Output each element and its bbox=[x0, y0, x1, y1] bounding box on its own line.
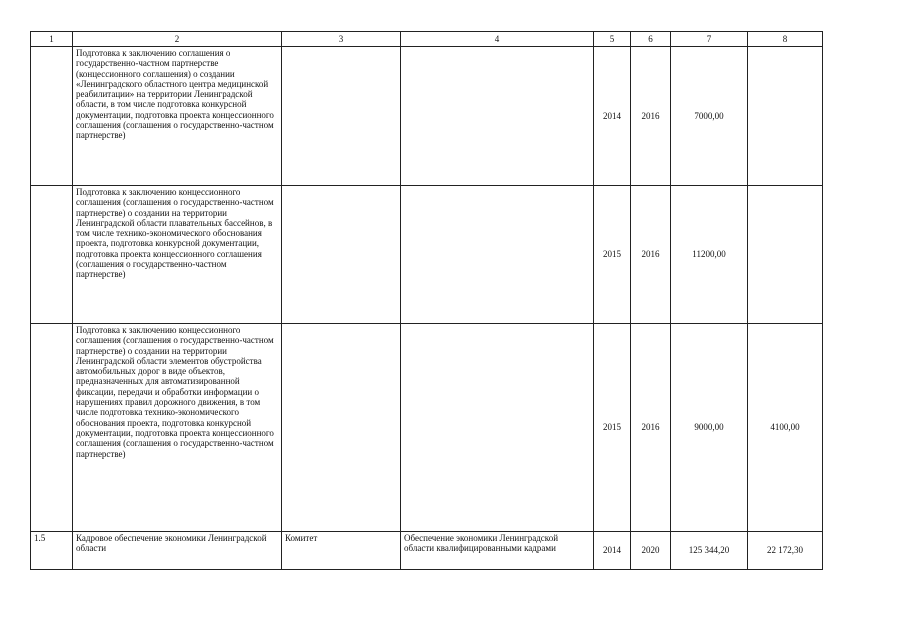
table-row bbox=[31, 47, 823, 186]
table-row bbox=[31, 532, 823, 570]
cell-result bbox=[401, 47, 594, 186]
cell-executor bbox=[282, 186, 401, 324]
cell-executor: Комитет bbox=[282, 532, 401, 570]
header-row bbox=[31, 32, 823, 47]
col-header-2: 2 bbox=[73, 32, 282, 47]
cell-result bbox=[401, 186, 594, 324]
cell-number: 1.5 bbox=[31, 532, 73, 570]
cell-activity: Кадровое обеспечение экономики Ленинградской области bbox=[73, 532, 282, 570]
cell-amount-2 bbox=[748, 47, 823, 186]
table-row bbox=[31, 324, 823, 532]
cell-activity: Подготовка к заключению концессионного соглашения (соглашения о государственно-частном партнерстве) о создании на территории Ленинградской области элементов обустройства автомобильных дорог в виде объектов, предназначенных для автоматизированной фиксации, передачи и обработки информации о нарушениях правил дорожного движения, в том числе подготовка технико-экономического обоснования проекта, подготовка конкурсной документации, подготовка проекта концессионного соглашения (соглашения о государственно-частном партнерстве) bbox=[73, 324, 282, 532]
col-header-3: 3 bbox=[282, 32, 401, 47]
cell-number bbox=[31, 186, 73, 324]
cell-end-year: 2016 bbox=[631, 47, 671, 186]
cell-amount: 7000,00 bbox=[671, 47, 748, 186]
col-header-6: 6 bbox=[631, 32, 671, 47]
cell-start-year: 2014 bbox=[594, 47, 631, 186]
cell-number bbox=[31, 47, 73, 186]
cell-amount: 125 344,20 bbox=[671, 532, 748, 570]
cell-activity: Подготовка к заключению соглашения о государственно-частном партнерстве (концессионного соглашения) о создании «Ленинградского областного центра медицинской реабилитации» на территории Ленинградской области, в том числе подготовка конкурсной документации, подготовка проекта концессионного соглашения (соглашения о государственно-частном партнерстве) bbox=[73, 47, 282, 186]
col-header-8: 8 bbox=[748, 32, 823, 47]
col-header-4: 4 bbox=[401, 32, 594, 47]
table-row bbox=[31, 186, 823, 324]
cell-number bbox=[31, 324, 73, 532]
cell-amount-2: 22 172,30 bbox=[748, 532, 823, 570]
col-header-1: 1 bbox=[31, 32, 73, 47]
cell-start-year: 2014 bbox=[594, 532, 631, 570]
cell-amount: 11200,00 bbox=[671, 186, 748, 324]
cell-end-year: 2016 bbox=[631, 324, 671, 532]
cell-start-year: 2015 bbox=[594, 186, 631, 324]
cell-end-year: 2016 bbox=[631, 186, 671, 324]
cell-amount-2: 4100,00 bbox=[748, 324, 823, 532]
cell-result bbox=[401, 324, 594, 532]
col-header-5: 5 bbox=[594, 32, 631, 47]
col-header-7: 7 bbox=[671, 32, 748, 47]
cell-start-year: 2015 bbox=[594, 324, 631, 532]
cell-executor bbox=[282, 47, 401, 186]
cell-activity: Подготовка к заключению концессионного соглашения (соглашения о государственно-частном партнерстве) о создании на территории Ленинградской области плавательных бассейнов, в том числе технико-экономического обоснования проекта, подготовка конкурсной документации, подготовка проекта концессионного соглашения (соглашения о государственно-частном партнерстве) bbox=[73, 186, 282, 324]
data-table bbox=[30, 31, 823, 570]
cell-end-year: 2020 bbox=[631, 532, 671, 570]
cell-amount: 9000,00 bbox=[671, 324, 748, 532]
cell-result: Обеспечение экономики Ленинградской области квалифицированными кадрами bbox=[401, 532, 594, 570]
cell-amount-2 bbox=[748, 186, 823, 324]
cell-executor bbox=[282, 324, 401, 532]
